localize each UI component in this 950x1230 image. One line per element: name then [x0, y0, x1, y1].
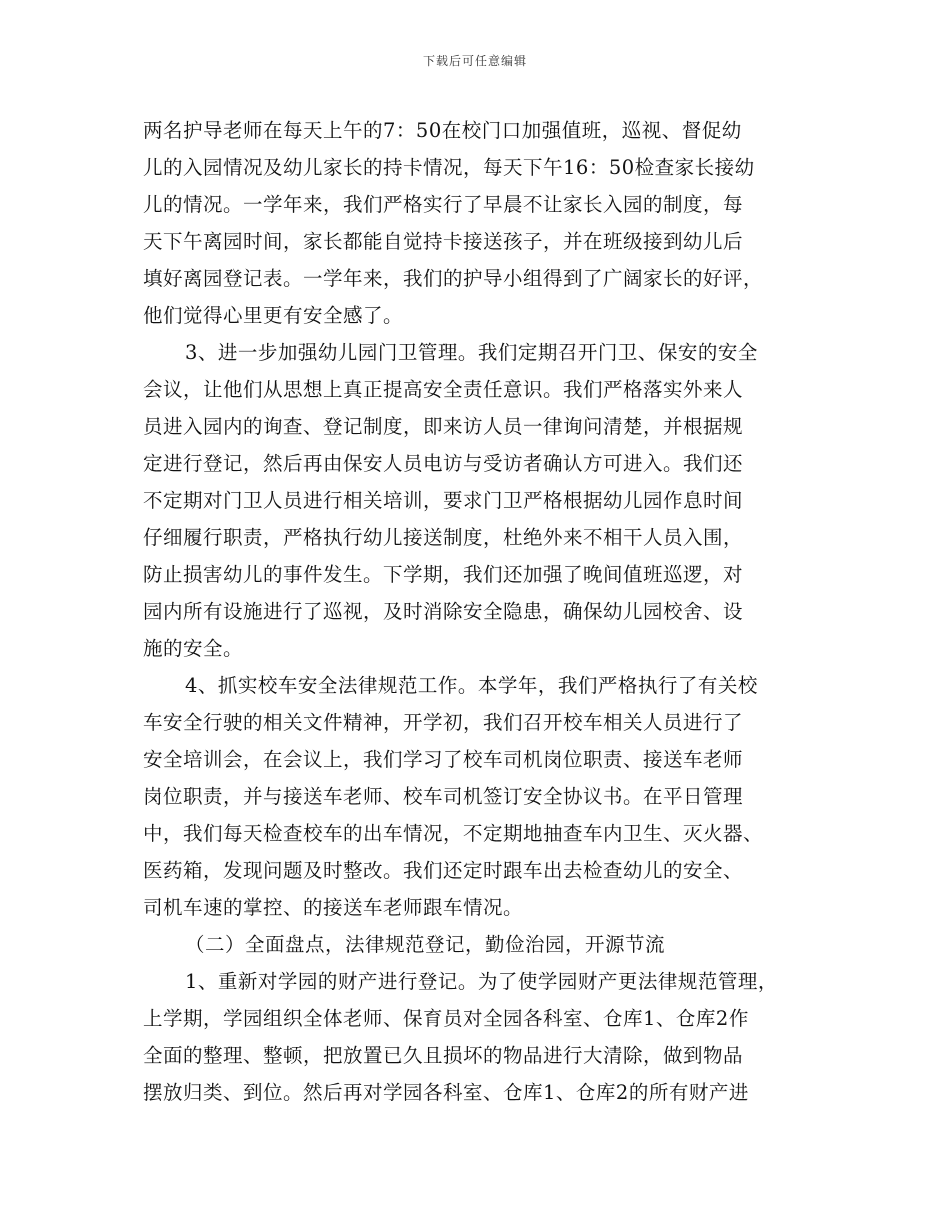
text-line: 员进入园内的询查、登记制度，即来访人员一律询问清楚，并根据规: [143, 415, 744, 438]
text-line: 不定期对门卫人员进行相关培训，要求门卫严格根据幼儿园作息时间: [143, 489, 744, 512]
text-line: 全面的整理、整顿，把放置已久且损坏的物品进行大清除，做到物品: [143, 1044, 744, 1067]
text-line: 中，我们每天检查校车的出车情况，不定期地抽查车内卫生、灭火器、: [143, 822, 764, 845]
text-line: 司机车速的掌控、的接送车老师跟车情况。: [143, 896, 524, 919]
text-line: （二）全面盘点，法律规范登记，勤俭治园，开源节流: [185, 933, 666, 956]
text-line: 定进行登记，然后再由保安人员电访与受访者确认方可进入。我们还: [143, 452, 744, 475]
text-line: 4、抓实校车安全法律规范工作。本学年，我们严格执行了有关校: [185, 674, 758, 697]
page-header: 下载后可任意编辑: [422, 54, 527, 68]
text-line: 施的安全。: [143, 637, 244, 660]
text-line: 车安全行驶的相关文件精神，开学初，我们召开校车相关人员进行了: [143, 711, 744, 734]
text-line: 防止损害幼儿的事件发生。下学期，我们还加强了晚间值班巡逻，对: [143, 563, 744, 586]
text-line: 园内所有设施进行了巡视，及时消除安全隐患，确保幼儿园校舍、设: [143, 600, 744, 623]
text-line: 儿的入园情况及幼儿家长的持卡情况，每天下午16：50检查家长接幼: [143, 156, 755, 179]
text-line: 两名护导老师在每天上午的7：50在校门口加强值班，巡视、督促幼: [143, 119, 742, 142]
text-line: 儿的情况。一学年来，我们严格实行了早晨不让家长入园的制度，每: [143, 193, 744, 216]
text-line: 安全培训会，在会议上，我们学习了校车司机岗位职责、接送车老师: [143, 748, 744, 771]
text-line: 他们觉得心里更有安全感了。: [143, 304, 404, 327]
text-line: 1、重新对学园的财产进行登记。为了使学园财产更法律规范管理，: [185, 970, 778, 993]
text-line: 医药箱，发现问题及时整改。我们还定时跟车出去检查幼儿的安全、: [143, 859, 744, 882]
text-line: 岗位职责，并与接送车老师、校车司机签订安全协议书。在平日管理: [143, 785, 744, 808]
document-body: [143, 112, 823, 1111]
text-line: 填好离园登记表。一学年来，我们的护导小组得到了广阔家长的好评，: [143, 267, 764, 290]
text-line: 摆放归类、到位。然后再对学园各科室、仓库1、仓库2的所有财产进: [143, 1081, 749, 1104]
text-line: 天下午离园时间，家长都能自觉持卡接送孩子，并在班级接到幼儿后: [143, 230, 744, 253]
text-line: 仔细履行职责，严格执行幼儿接送制度，杜绝外来不相干人员入围，: [143, 526, 744, 549]
text-line: 上学期，学园组织全体老师、保育员对全园各科室、仓库1、仓库2作: [143, 1007, 749, 1030]
text-line: 3、进一步加强幼儿园门卫管理。我们定期召开门卫、保安的安全: [185, 341, 758, 364]
text-line: 会议，让他们从思想上真正提高安全责任意识。我们严格落实外来人: [143, 378, 744, 401]
